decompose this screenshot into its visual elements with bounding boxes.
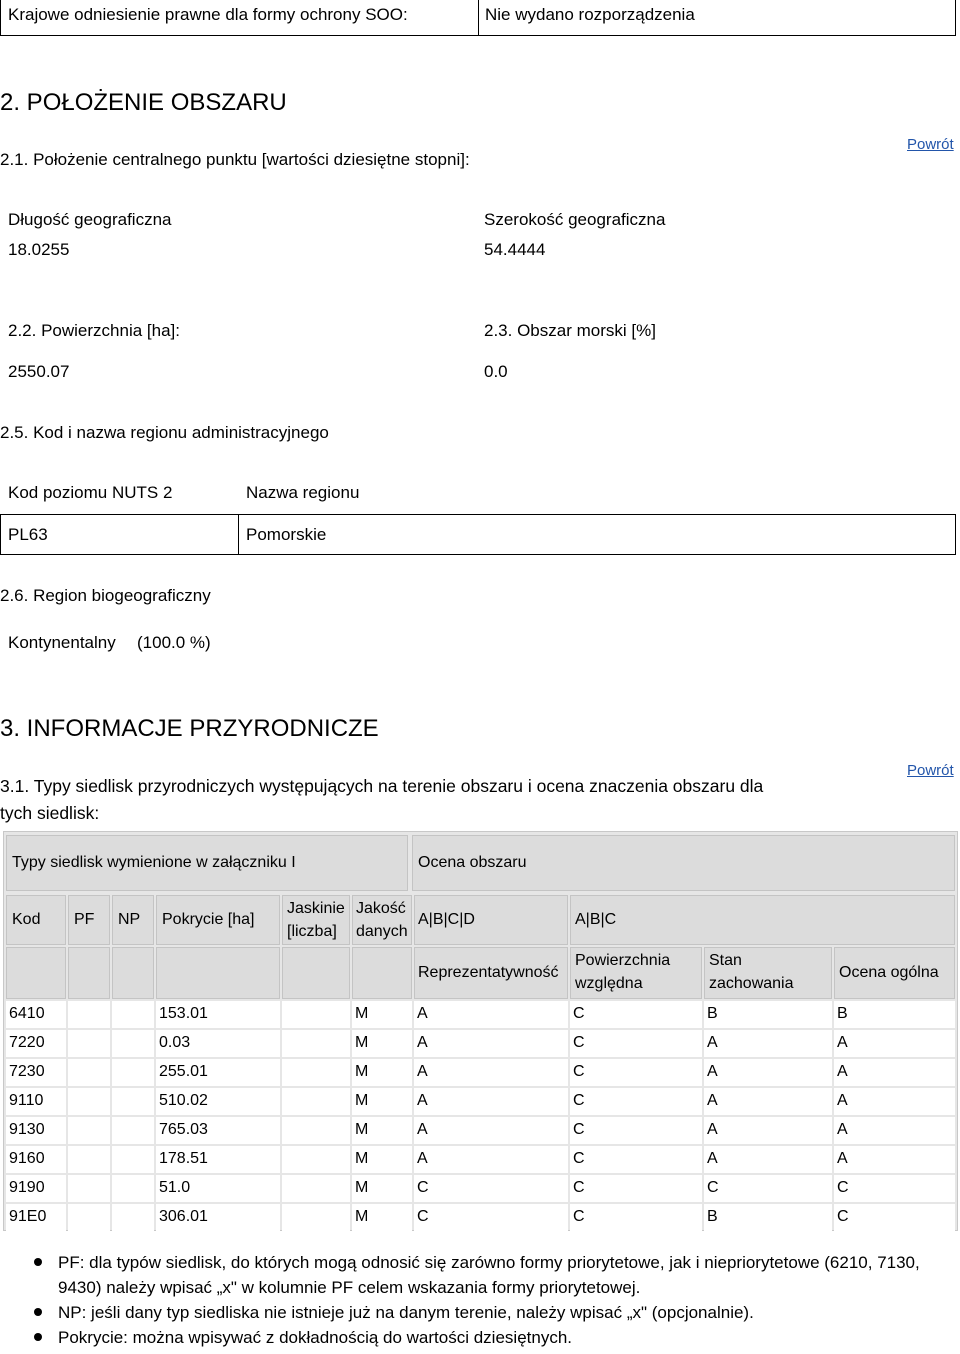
cell-ocena-value: C: [837, 1179, 849, 1196]
cell-stan-value: A: [707, 1063, 718, 1080]
cell-jaskinie: [282, 1030, 350, 1057]
cell-pokrycie-value: 153.01: [159, 1005, 208, 1022]
col-abc-label: A|B|C: [575, 911, 617, 928]
cell-pow: [570, 1146, 702, 1173]
col-jaskinie-label-2: [liczba]: [287, 923, 337, 940]
cell-jakosc-value: M: [355, 1179, 369, 1196]
region-name: Pomorskie: [246, 525, 327, 544]
subhead-blank-jakosc: [352, 947, 412, 999]
cell-pf: [68, 1059, 110, 1086]
cell-ocena-value: C: [837, 1208, 849, 1225]
cell-pokrycie-value: 765.03: [159, 1121, 208, 1138]
cell-ocena: [834, 1175, 955, 1202]
cell-repr: [414, 1001, 568, 1028]
legal-value: Nie wydano rozporządzenia: [485, 5, 695, 24]
cell-jaskinie: [282, 1088, 350, 1115]
cell-np: [112, 1117, 154, 1144]
cell-jaskinie: [282, 1059, 350, 1086]
cell-stan-value: B: [707, 1208, 718, 1225]
cell-ocena-value: A: [837, 1063, 848, 1080]
col-np-label: NP: [118, 911, 141, 928]
cell-repr-value: A: [417, 1092, 428, 1109]
cell-ocena-value: B: [837, 1005, 848, 1022]
cell-np: [112, 1204, 154, 1231]
cell-pow: [570, 1204, 702, 1231]
cell-kod-value: 91E0: [9, 1208, 47, 1225]
cell-repr-value: C: [417, 1208, 429, 1225]
cell-stan: [704, 1117, 832, 1144]
cell-pf: [68, 1175, 110, 1202]
cell-ocena: [834, 1001, 955, 1028]
cell-pow-value: C: [573, 1121, 585, 1138]
biogeo-percent: (100.0 %): [137, 633, 211, 652]
cell-stan-value: A: [707, 1150, 718, 1167]
cell-pf: [68, 1001, 110, 1028]
cell-repr: [414, 1146, 568, 1173]
section-31-heading-line1: 3.1. Typy siedlisk przyrodniczych występujących na terenie obszaru i ocena znaczenia obszaru dla: [0, 776, 764, 796]
col-kod-label: Kod: [12, 911, 41, 928]
nuts-code-header: Kod poziomu NUTS 2: [8, 483, 173, 502]
cell-repr-value: C: [417, 1179, 429, 1196]
cell-repr: [414, 1204, 568, 1231]
cell-jaskinie: [282, 1204, 350, 1231]
cell-pow: [570, 1059, 702, 1086]
col-jaskinie-label-1: Jaskinie: [287, 900, 345, 917]
cell-pokrycie-value: 306.01: [159, 1208, 208, 1225]
cell-pow-value: C: [573, 1179, 585, 1196]
subhead-ocena-label: Ocena ogólna: [839, 964, 939, 981]
cell-stan: [704, 1001, 832, 1028]
cell-pokrycie-value: 0.03: [159, 1034, 191, 1051]
longitude-label: Długość geograficzna: [8, 210, 172, 229]
cell-jakosc-value: M: [355, 1034, 369, 1051]
cell-stan: [704, 1088, 832, 1115]
section-22-heading: 2.2. Powierzchnia [ha]:: [8, 321, 180, 340]
cell-repr: [414, 1117, 568, 1144]
subhead-blank-kod: [6, 947, 66, 999]
cell-jaskinie: [282, 1001, 350, 1028]
back-link-31[interactable]: Powrót: [907, 762, 954, 779]
cell-pf: [68, 1204, 110, 1231]
cell-pf: [68, 1088, 110, 1115]
cell-pow-value: C: [573, 1092, 585, 1109]
cell-pf: [68, 1146, 110, 1173]
cell-stan-value: C: [707, 1179, 719, 1196]
biogeo-region: Kontynentalny: [8, 633, 116, 652]
cell-pow: [570, 1030, 702, 1057]
cell-pow: [570, 1175, 702, 1202]
cell-kod-value: 6410: [9, 1005, 45, 1022]
col-pokrycie-label: Pokrycie [ha]: [162, 911, 255, 928]
cell-stan: [704, 1030, 832, 1057]
group-header-habitats-label: Typy siedlisk wymienione w załączniku I: [12, 854, 296, 871]
area-value: 2550.07: [8, 362, 70, 381]
cell-pow-value: C: [573, 1005, 585, 1022]
section-26-heading: 2.6. Region biogeograficzny: [0, 586, 211, 605]
cell-pf: [68, 1117, 110, 1144]
latitude-label: Szerokość geograficzna: [484, 210, 666, 229]
cell-jakosc-value: M: [355, 1063, 369, 1080]
cell-ocena-value: A: [837, 1121, 848, 1138]
cell-pow-value: C: [573, 1063, 585, 1080]
cell-ocena-value: A: [837, 1034, 848, 1051]
cell-pow-value: C: [573, 1150, 585, 1167]
cell-kod-value: 9160: [9, 1150, 45, 1167]
subhead-blank-np: [112, 947, 154, 999]
cell-stan: [704, 1204, 832, 1231]
cell-stan: [704, 1175, 832, 1202]
note-np: NP: jeśli dany typ siedliska nie istnieje już na danym terenie, należy wpisać „x" (opcjonalnie).: [34, 1300, 934, 1325]
cell-jakosc-value: M: [355, 1005, 369, 1022]
cell-pow-value: C: [573, 1208, 585, 1225]
back-link-21[interactable]: Powrót: [907, 136, 954, 153]
cell-ocena: [834, 1059, 955, 1086]
cell-jakosc-value: M: [355, 1121, 369, 1138]
subhead-repr-label: Reprezentatywność: [418, 964, 559, 981]
cell-repr-value: A: [417, 1063, 428, 1080]
cell-pokrycie-value: 178.51: [159, 1150, 208, 1167]
cell-pow: [570, 1001, 702, 1028]
habitat-table: [3, 831, 958, 1231]
cell-repr: [414, 1030, 568, 1057]
cell-stan: [704, 1146, 832, 1173]
notes-list: [34, 1250, 934, 1350]
cell-kod-value: 9110: [9, 1092, 44, 1109]
col-pf-label: PF: [74, 911, 95, 928]
cell-jaskinie: [282, 1117, 350, 1144]
cell-ocena-value: A: [837, 1150, 848, 1167]
cell-jaskinie: [282, 1175, 350, 1202]
cell-stan-value: A: [707, 1121, 718, 1138]
section-31-heading-line2: tych siedlisk:: [0, 803, 100, 823]
subhead-pow-label-2: względna: [575, 975, 643, 992]
section-23-heading: 2.3. Obszar morski [%]: [484, 321, 656, 340]
cell-ocena: [834, 1088, 955, 1115]
cell-stan-value: B: [707, 1005, 718, 1022]
cell-ocena: [834, 1117, 955, 1144]
cell-repr-value: A: [417, 1005, 428, 1022]
cell-repr-value: A: [417, 1034, 428, 1051]
cell-np: [112, 1146, 154, 1173]
group-header-assessment-label: Ocena obszaru: [418, 854, 527, 871]
legal-divider: [478, 0, 479, 36]
nuts-table: [0, 514, 956, 555]
cell-jakosc-value: M: [355, 1208, 369, 1225]
subhead-blank-pokrycie: [156, 947, 280, 999]
cell-pokrycie-value: 510.02: [159, 1092, 208, 1109]
section-2-title: 2. POŁOŻENIE OBSZARU: [0, 89, 287, 116]
cell-np: [112, 1175, 154, 1202]
cell-pow: [570, 1117, 702, 1144]
col-jakosc-label-1: Jakość: [356, 900, 406, 917]
cell-stan-value: A: [707, 1034, 718, 1051]
latitude-value: 54.4444: [484, 240, 546, 259]
region-name-header: Nazwa regionu: [246, 483, 360, 502]
cell-repr: [414, 1088, 568, 1115]
cell-np: [112, 1001, 154, 1028]
cell-np: [112, 1059, 154, 1086]
cell-pow-value: C: [573, 1034, 585, 1051]
note-pokrycie: Pokrycie: można wpisywać z dokładnością do wartości dziesiętnych.: [34, 1325, 934, 1350]
cell-np: [112, 1030, 154, 1057]
section-3-title: 3. INFORMACJE PRZYRODNICZE: [0, 715, 379, 742]
cell-ocena-value: A: [837, 1092, 848, 1109]
cell-jakosc-value: M: [355, 1092, 369, 1109]
subhead-blank-pf: [68, 947, 110, 999]
cell-jakosc-value: M: [355, 1150, 369, 1167]
subhead-stan-label-1: Stan: [709, 952, 742, 969]
nuts-divider: [238, 514, 239, 555]
cell-pokrycie-value: 51.0: [159, 1179, 191, 1196]
cell-stan: [704, 1059, 832, 1086]
cell-kod-value: 7220: [9, 1034, 45, 1051]
cell-pow: [570, 1088, 702, 1115]
cell-ocena: [834, 1204, 955, 1231]
cell-repr: [414, 1175, 568, 1202]
note-pf: PF: dla typów siedlisk, do których mogą odnosić się zarówno formy priorytetowe, jak i niepriorytetowe (6210, 7130, 9430) należy wpisać „x" w kolumnie PF celem wskazania formy priorytetowej.: [34, 1250, 934, 1300]
col-abc: [570, 895, 955, 945]
cell-repr-value: A: [417, 1121, 428, 1138]
cell-ocena: [834, 1030, 955, 1057]
cell-pokrycie-value: 255.01: [159, 1063, 208, 1080]
subhead-pow-label-1: Powierzchnia: [575, 952, 671, 969]
nuts-code: PL63: [8, 525, 48, 544]
col-abcd-label: A|B|C|D: [418, 911, 475, 928]
legal-label: Krajowe odniesienie prawne dla formy ochrony SOO:: [8, 5, 408, 24]
cell-ocena: [834, 1146, 955, 1173]
cell-repr-value: A: [417, 1150, 428, 1167]
subhead-blank-jaskinie: [282, 947, 350, 999]
col-jakosc-label-2: danych: [356, 923, 408, 940]
cell-pf: [68, 1030, 110, 1057]
longitude-value: 18.0255: [8, 240, 70, 259]
cell-jaskinie: [282, 1146, 350, 1173]
marine-value: 0.0: [484, 362, 508, 381]
subhead-stan-label-2: zachowania: [709, 975, 794, 992]
section-25-heading: 2.5. Kod i nazwa regionu administracyjnego: [0, 423, 329, 442]
cell-kod-value: 9130: [9, 1121, 45, 1138]
cell-stan-value: A: [707, 1092, 718, 1109]
cell-kod-value: 7230: [9, 1063, 45, 1080]
cell-repr: [414, 1059, 568, 1086]
section-21-heading: 2.1. Położenie centralnego punktu [wartości dziesiętne stopni]:: [0, 150, 470, 169]
cell-np: [112, 1088, 154, 1115]
cell-kod-value: 9190: [9, 1179, 45, 1196]
